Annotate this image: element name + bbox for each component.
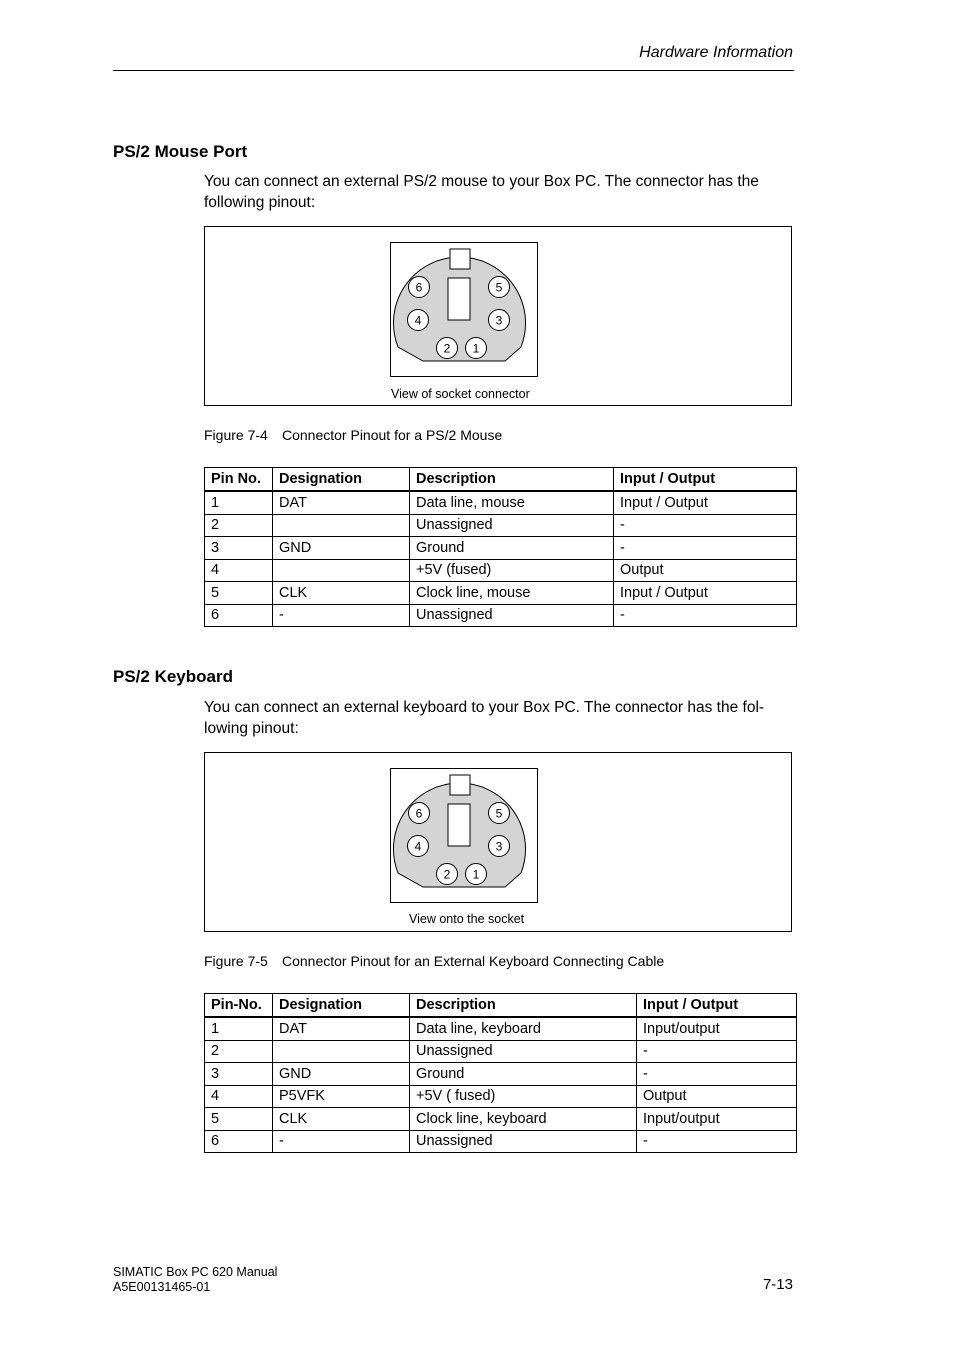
table-row bbox=[205, 514, 797, 537]
column-header: Pin-No. bbox=[205, 994, 273, 1018]
designation-cell: - bbox=[273, 604, 410, 627]
svg-text:6: 6 bbox=[415, 806, 423, 821]
column-header: Description bbox=[410, 468, 614, 492]
table-row bbox=[205, 559, 797, 582]
table-header-row bbox=[205, 468, 797, 492]
keyboard-socket-diagram bbox=[390, 768, 538, 903]
io-cell: Output bbox=[637, 1085, 797, 1108]
manual-title: SIMATIC Box PC 620 Manual bbox=[113, 1265, 278, 1279]
page-number: 7-13 bbox=[762, 1276, 793, 1293]
mouse-section-title: PS/2 Mouse Port bbox=[113, 142, 248, 161]
description-cell: Unassigned bbox=[410, 1040, 637, 1063]
table-row bbox=[205, 491, 797, 514]
pin-no-cell: 3 bbox=[205, 537, 273, 560]
designation-cell: CLK bbox=[273, 582, 410, 605]
pin-no-cell: 5 bbox=[205, 582, 273, 605]
mouse-intro bbox=[204, 171, 804, 213]
table-row bbox=[205, 1108, 797, 1131]
description-cell: Clock line, mouse bbox=[410, 582, 614, 605]
description-cell: +5V (fused) bbox=[410, 559, 614, 582]
column-header: Designation bbox=[273, 994, 410, 1018]
pin-no-cell: 3 bbox=[205, 1063, 273, 1086]
table-row bbox=[205, 1063, 797, 1086]
svg-text:3: 3 bbox=[495, 839, 503, 854]
table-row bbox=[205, 604, 797, 627]
running-header: Hardware Information bbox=[639, 44, 793, 61]
pin-no-cell: 5 bbox=[205, 1108, 273, 1131]
pin-1 bbox=[466, 864, 487, 885]
key-notch bbox=[450, 775, 470, 795]
io-cell: - bbox=[614, 537, 797, 560]
pin-no-cell: 6 bbox=[205, 1130, 273, 1153]
svg-text:5: 5 bbox=[495, 806, 503, 821]
keyboard-connector-figure bbox=[204, 752, 792, 932]
io-cell: Output bbox=[614, 559, 797, 582]
figure-title: Connector Pinout for a PS/2 Mouse bbox=[282, 427, 503, 443]
pin-2 bbox=[437, 338, 458, 359]
keyboard-intro-line-2: lowing pinout: bbox=[204, 720, 299, 737]
pin-1 bbox=[466, 338, 487, 359]
column-header: Designation bbox=[273, 468, 410, 492]
figure-title: Connector Pinout for an External Keyboard Connecting Cable bbox=[282, 953, 665, 969]
description-cell: Data line, keyboard bbox=[410, 1017, 637, 1040]
table-row bbox=[205, 1130, 797, 1153]
center-key bbox=[448, 278, 470, 320]
description-cell: Ground bbox=[410, 1063, 637, 1086]
keyboard-figure-caption bbox=[204, 953, 664, 969]
pin-no-cell: 2 bbox=[205, 1040, 273, 1063]
svg-text:1: 1 bbox=[472, 867, 480, 882]
key-notch bbox=[450, 249, 470, 269]
io-cell: Input / Output bbox=[614, 582, 797, 605]
io-cell: Input/output bbox=[637, 1017, 797, 1040]
designation-cell: P5VFK bbox=[273, 1085, 410, 1108]
pin-4 bbox=[408, 836, 429, 857]
io-cell: - bbox=[637, 1130, 797, 1153]
io-cell: - bbox=[637, 1063, 797, 1086]
svg-text:1: 1 bbox=[472, 341, 480, 356]
keyboard-section-title: PS/2 Keyboard bbox=[113, 667, 233, 686]
io-cell: - bbox=[614, 514, 797, 537]
description-cell: Unassigned bbox=[410, 514, 614, 537]
svg-text:4: 4 bbox=[414, 839, 422, 854]
designation-cell: DAT bbox=[273, 491, 410, 514]
table-row bbox=[205, 1040, 797, 1063]
pin-no-cell: 1 bbox=[205, 1017, 273, 1040]
pin-no-cell: 4 bbox=[205, 559, 273, 582]
io-cell: Input/output bbox=[637, 1108, 797, 1131]
designation-cell: - bbox=[273, 1130, 410, 1153]
designation-cell: GND bbox=[273, 537, 410, 560]
designation-cell bbox=[273, 559, 410, 582]
pin-3 bbox=[489, 836, 510, 857]
pin-5 bbox=[489, 277, 510, 298]
pin-no-cell: 4 bbox=[205, 1085, 273, 1108]
mouse-socket-diagram bbox=[390, 242, 538, 377]
designation-cell bbox=[273, 1040, 410, 1063]
svg-text:4: 4 bbox=[414, 313, 422, 328]
mouse-intro-line-1: You can connect an external PS/2 mouse to your Box PC. The connector has the bbox=[204, 173, 759, 190]
io-cell: - bbox=[637, 1040, 797, 1063]
pin-no-cell: 2 bbox=[205, 514, 273, 537]
description-cell: Ground bbox=[410, 537, 614, 560]
mouse-figure-caption bbox=[204, 427, 502, 443]
pin-6 bbox=[409, 277, 430, 298]
header-rule bbox=[113, 70, 794, 71]
column-header: Pin No. bbox=[205, 468, 273, 492]
svg-text:5: 5 bbox=[495, 280, 503, 295]
designation-cell: CLK bbox=[273, 1108, 410, 1131]
mouse-pinout-table bbox=[204, 467, 797, 627]
pin-no-cell: 6 bbox=[205, 604, 273, 627]
pin-5 bbox=[489, 803, 510, 824]
description-cell: Clock line, keyboard bbox=[410, 1108, 637, 1131]
mouse-intro-line-2: following pinout: bbox=[204, 194, 316, 211]
svg-text:2: 2 bbox=[443, 867, 451, 882]
pin-2 bbox=[437, 864, 458, 885]
keyboard-socket-label: View onto the socket bbox=[409, 912, 525, 926]
io-cell: - bbox=[614, 604, 797, 627]
description-cell: Data line, mouse bbox=[410, 491, 614, 514]
pin-6 bbox=[409, 803, 430, 824]
order-number: A5E00131465-01 bbox=[113, 1280, 211, 1294]
pin-3 bbox=[489, 310, 510, 331]
mouse-connector-figure bbox=[204, 226, 792, 406]
center-key bbox=[448, 804, 470, 846]
io-cell: Input / Output bbox=[614, 491, 797, 514]
description-cell: +5V ( fused) bbox=[410, 1085, 637, 1108]
keyboard-intro-line-1: You can connect an external keyboard to your Box PC. The connector has the fol- bbox=[204, 699, 765, 716]
mouse-socket-label: View of socket connector bbox=[391, 387, 530, 401]
figure-number: Figure 7-5 bbox=[204, 953, 268, 969]
description-cell: Unassigned bbox=[410, 604, 614, 627]
designation-cell: DAT bbox=[273, 1017, 410, 1040]
description-cell: Unassigned bbox=[410, 1130, 637, 1153]
svg-text:6: 6 bbox=[415, 280, 423, 295]
svg-text:3: 3 bbox=[495, 313, 503, 328]
table-row bbox=[205, 1017, 797, 1040]
designation-cell bbox=[273, 514, 410, 537]
column-header: Input / Output bbox=[637, 994, 797, 1018]
svg-text:2: 2 bbox=[443, 341, 451, 356]
table-row bbox=[205, 537, 797, 560]
column-header: Description bbox=[410, 994, 637, 1018]
figure-number: Figure 7-4 bbox=[204, 427, 268, 443]
pin-4 bbox=[408, 310, 429, 331]
table-row bbox=[205, 582, 797, 605]
designation-cell: GND bbox=[273, 1063, 410, 1086]
keyboard-intro bbox=[204, 697, 804, 739]
table-header-row bbox=[205, 994, 797, 1018]
column-header: Input / Output bbox=[614, 468, 797, 492]
table-row bbox=[205, 1085, 797, 1108]
keyboard-pinout-table bbox=[204, 993, 797, 1153]
pin-no-cell: 1 bbox=[205, 491, 273, 514]
footer-manual-info bbox=[113, 1265, 277, 1295]
